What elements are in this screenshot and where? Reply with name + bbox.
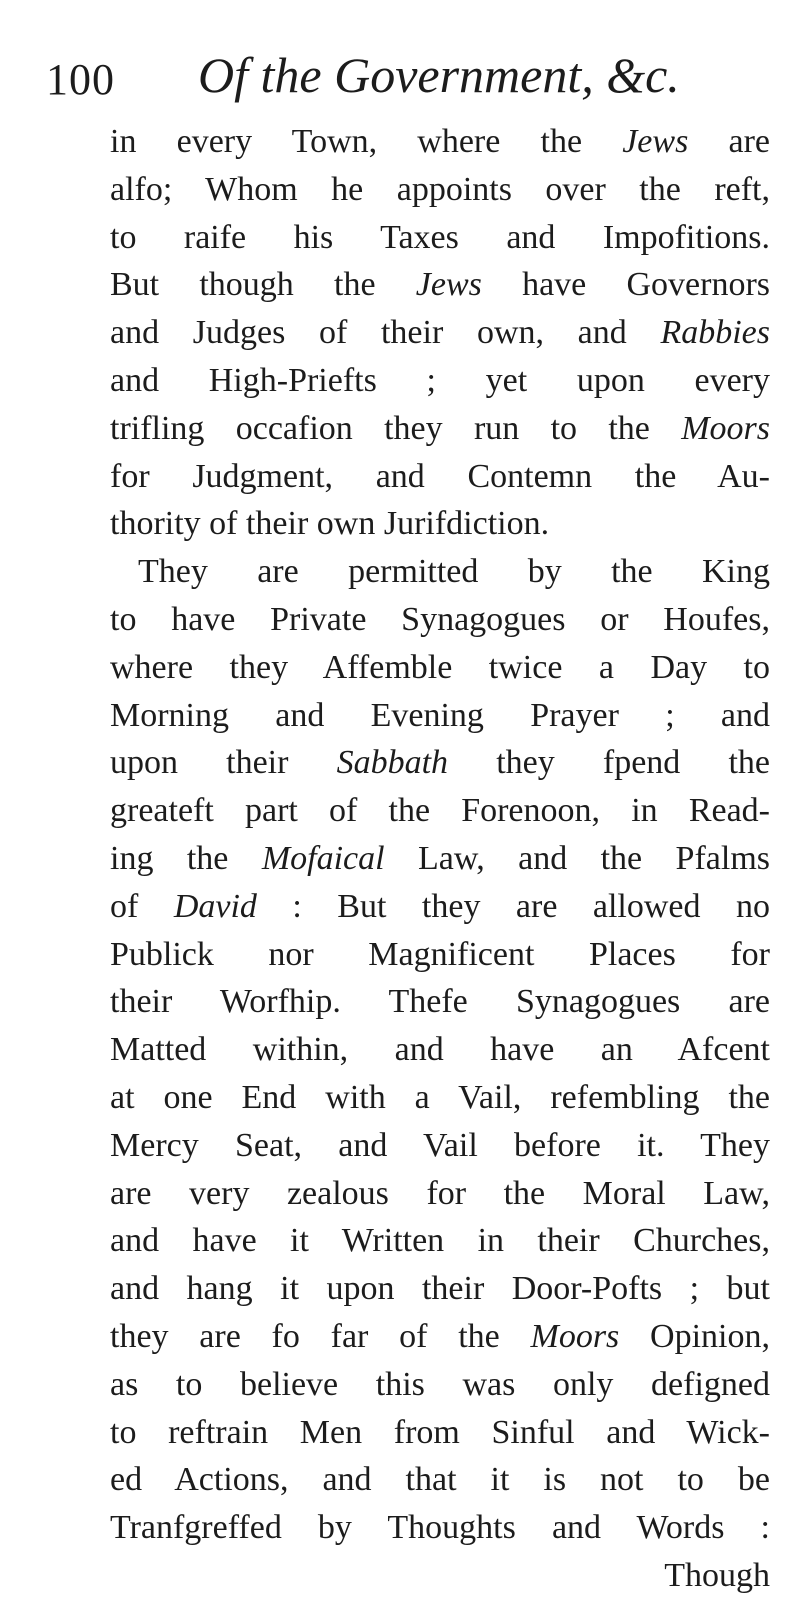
text-line: and hang it upon their Door-Pofts ; but <box>110 1270 770 1308</box>
running-title: Of the Government, &c. <box>198 47 680 103</box>
text-line: Publick nor Magnificent Places for <box>110 935 770 973</box>
italic-term: Sabbath <box>336 744 449 782</box>
italic-term: Jews <box>622 123 689 160</box>
text-line: upon their Sabbath they fpend the <box>110 744 770 782</box>
text-line: to reftrain Men from Sinful and Wick- <box>110 1413 770 1451</box>
text-line: thority of their own Jurifdiction. <box>110 505 550 543</box>
text-line: their Worfhip. Thefe Synagogues are <box>110 983 770 1021</box>
text-line: to raife his Taxes and Impofitions. <box>110 218 770 256</box>
text-line: for Judgment, and Contemn the Au- <box>110 457 770 495</box>
catchword: Though <box>664 1556 770 1594</box>
italic-term: Jews <box>415 266 482 304</box>
text-line: trifling occafion they run to the Moors <box>110 409 770 447</box>
italic-term: Moors <box>530 1317 620 1355</box>
text-line: alfo; Whom he appoints over the reft, <box>110 170 770 208</box>
text-line: are very zealous for the Moral Law, <box>110 1174 770 1212</box>
page-header <box>0 47 800 110</box>
text-line: at one End with a Vail, refembling the <box>110 1078 770 1116</box>
paragraph-start-line: They are permitted by the King <box>138 553 770 591</box>
text-line: and High-Priefts ; yet upon every <box>110 361 770 399</box>
text-line: Morning and Evening Prayer ; and <box>110 696 770 734</box>
text-line: where they Affemble twice a Day to <box>110 648 770 686</box>
text-line: ing the Mofaical Law, and the Pfalms <box>110 839 771 877</box>
text-line: and Judges of their own, and Rabbies <box>110 314 770 352</box>
body-text <box>110 118 770 1600</box>
text-line: Tranfgreffed by Thoughts and Words : <box>110 1509 770 1547</box>
italic-term: Moors <box>681 409 770 447</box>
text-line: to have Private Synagogues or Houfes, <box>110 600 770 638</box>
text-line: But though the Jews have Governors <box>110 266 770 304</box>
text-line: of David : But they are allowed no <box>110 887 770 925</box>
italic-term: David <box>173 887 257 925</box>
text-line: ed Actions, and that it is not to be <box>110 1461 770 1499</box>
text-line: and have it Written in their Churches, <box>110 1222 770 1260</box>
italic-term: Mofaical <box>261 839 385 877</box>
text-line: greateft part of the Forenoon, in Read- <box>110 792 770 830</box>
text-line: as to believe this was only defigned <box>110 1365 770 1403</box>
text-line: they are fo far of the Moors Opinion, <box>110 1317 770 1355</box>
text-line: Matted within, and have an Afcent <box>110 1031 770 1069</box>
text-line: in every Town, where the Jews are <box>110 123 770 160</box>
text-line: Mercy Seat, and Vail before it. They <box>110 1126 770 1164</box>
page-number: 100 <box>46 55 115 104</box>
italic-term: Rabbies <box>660 314 770 352</box>
